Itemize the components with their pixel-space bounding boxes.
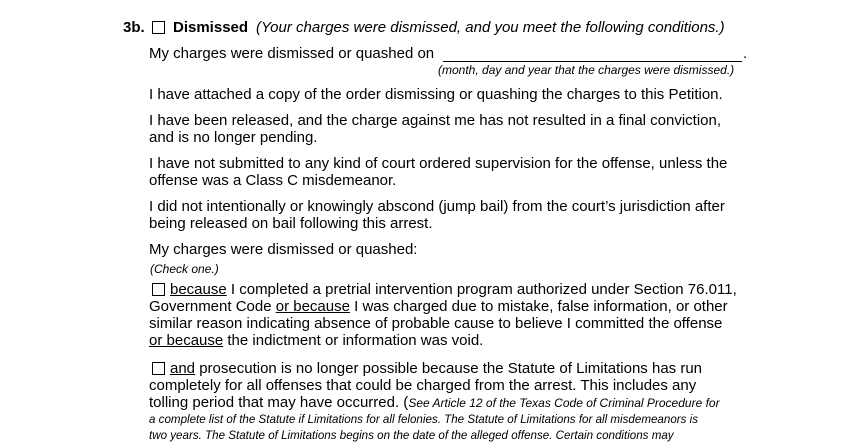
condition-supervision-line2: offense was a Class C misdemeanor.: [149, 172, 397, 189]
option2-lead: and: [170, 360, 196, 377]
option1-line4-b: the indictment or information was void.: [223, 332, 484, 349]
option1-line1-rest: I completed a pretrial intervention program authorized under Section 76.011,: [226, 281, 737, 298]
option2-line2: completely for all offenses that could be charged from the arrest. This includes any: [149, 377, 697, 394]
option1-line2-a: Government Code: [149, 298, 276, 315]
dismissed-checkbox[interactable]: [152, 21, 165, 34]
option1-line2-b: I was charged due to mistake, false information, or other: [349, 298, 728, 315]
condition-supervision-line1: I have not submitted to any kind of court ordered supervision for the offense, unless the: [149, 155, 728, 172]
section-subtitle: (Your charges were dismissed, and you meet the following conditions.): [256, 19, 725, 36]
option1-lead: because: [170, 281, 227, 298]
condition-abscond-line2: being released on bail following this arrest.: [149, 215, 433, 232]
option1-line4: [149, 332, 483, 350]
option1-line2-or-because: or because: [275, 298, 350, 315]
option1-line2: [149, 298, 728, 316]
option-pretrial-checkbox[interactable]: [152, 283, 165, 296]
condition-released-line2: and is no longer pending.: [149, 129, 318, 146]
option2-line1-rest: prosecution is no longer possible because the Statute of Limitations has run: [195, 360, 703, 377]
option2-line5: two years. The Statute of Limitations begins on the date of the alleged offense. Certain conditions may: [149, 429, 674, 442]
option1-line3: similar reason indicating absence of probable cause to believe I committed the offense: [149, 315, 723, 332]
option2-line3-a: tolling period that may have occurred. (: [149, 394, 409, 411]
option2-line3: [149, 394, 720, 412]
section-number: 3b.: [123, 19, 145, 36]
condition-abscond-line1: I did not intentionally or knowingly abscond (jump bail) from the court’s jurisdiction after: [149, 198, 725, 215]
condition-released-line1: I have been released, and the charge against me has not resulted in a final conviction,: [149, 112, 722, 129]
section-title: Dismissed: [173, 19, 249, 36]
date-end-period: .: [743, 45, 748, 62]
dismissal-date-field[interactable]: [443, 47, 742, 62]
option2-line1: [170, 360, 702, 378]
reason-heading: My charges were dismissed or quashed:: [149, 241, 418, 258]
option2-line3-italic: See Article 12 of the Texas Code of Criminal Procedure for: [408, 396, 720, 410]
date-caption: (month, day and year that the charges were dismissed.): [438, 63, 735, 77]
option1-line1: [170, 281, 737, 299]
condition-attached-order: I have attached a copy of the order dismissing or quashing the charges to this Petition.: [149, 86, 723, 103]
reason-hint: (Check one.): [150, 262, 219, 276]
option-limitations-checkbox[interactable]: [152, 362, 165, 375]
option2-line4: a complete list of the Statute if Limitations for all felonies. The Statute of Limitations for all misdemeanors is: [149, 413, 699, 426]
option1-line4-or-because: or because: [149, 332, 224, 349]
date-label: My charges were dismissed or quashed on: [149, 45, 435, 62]
